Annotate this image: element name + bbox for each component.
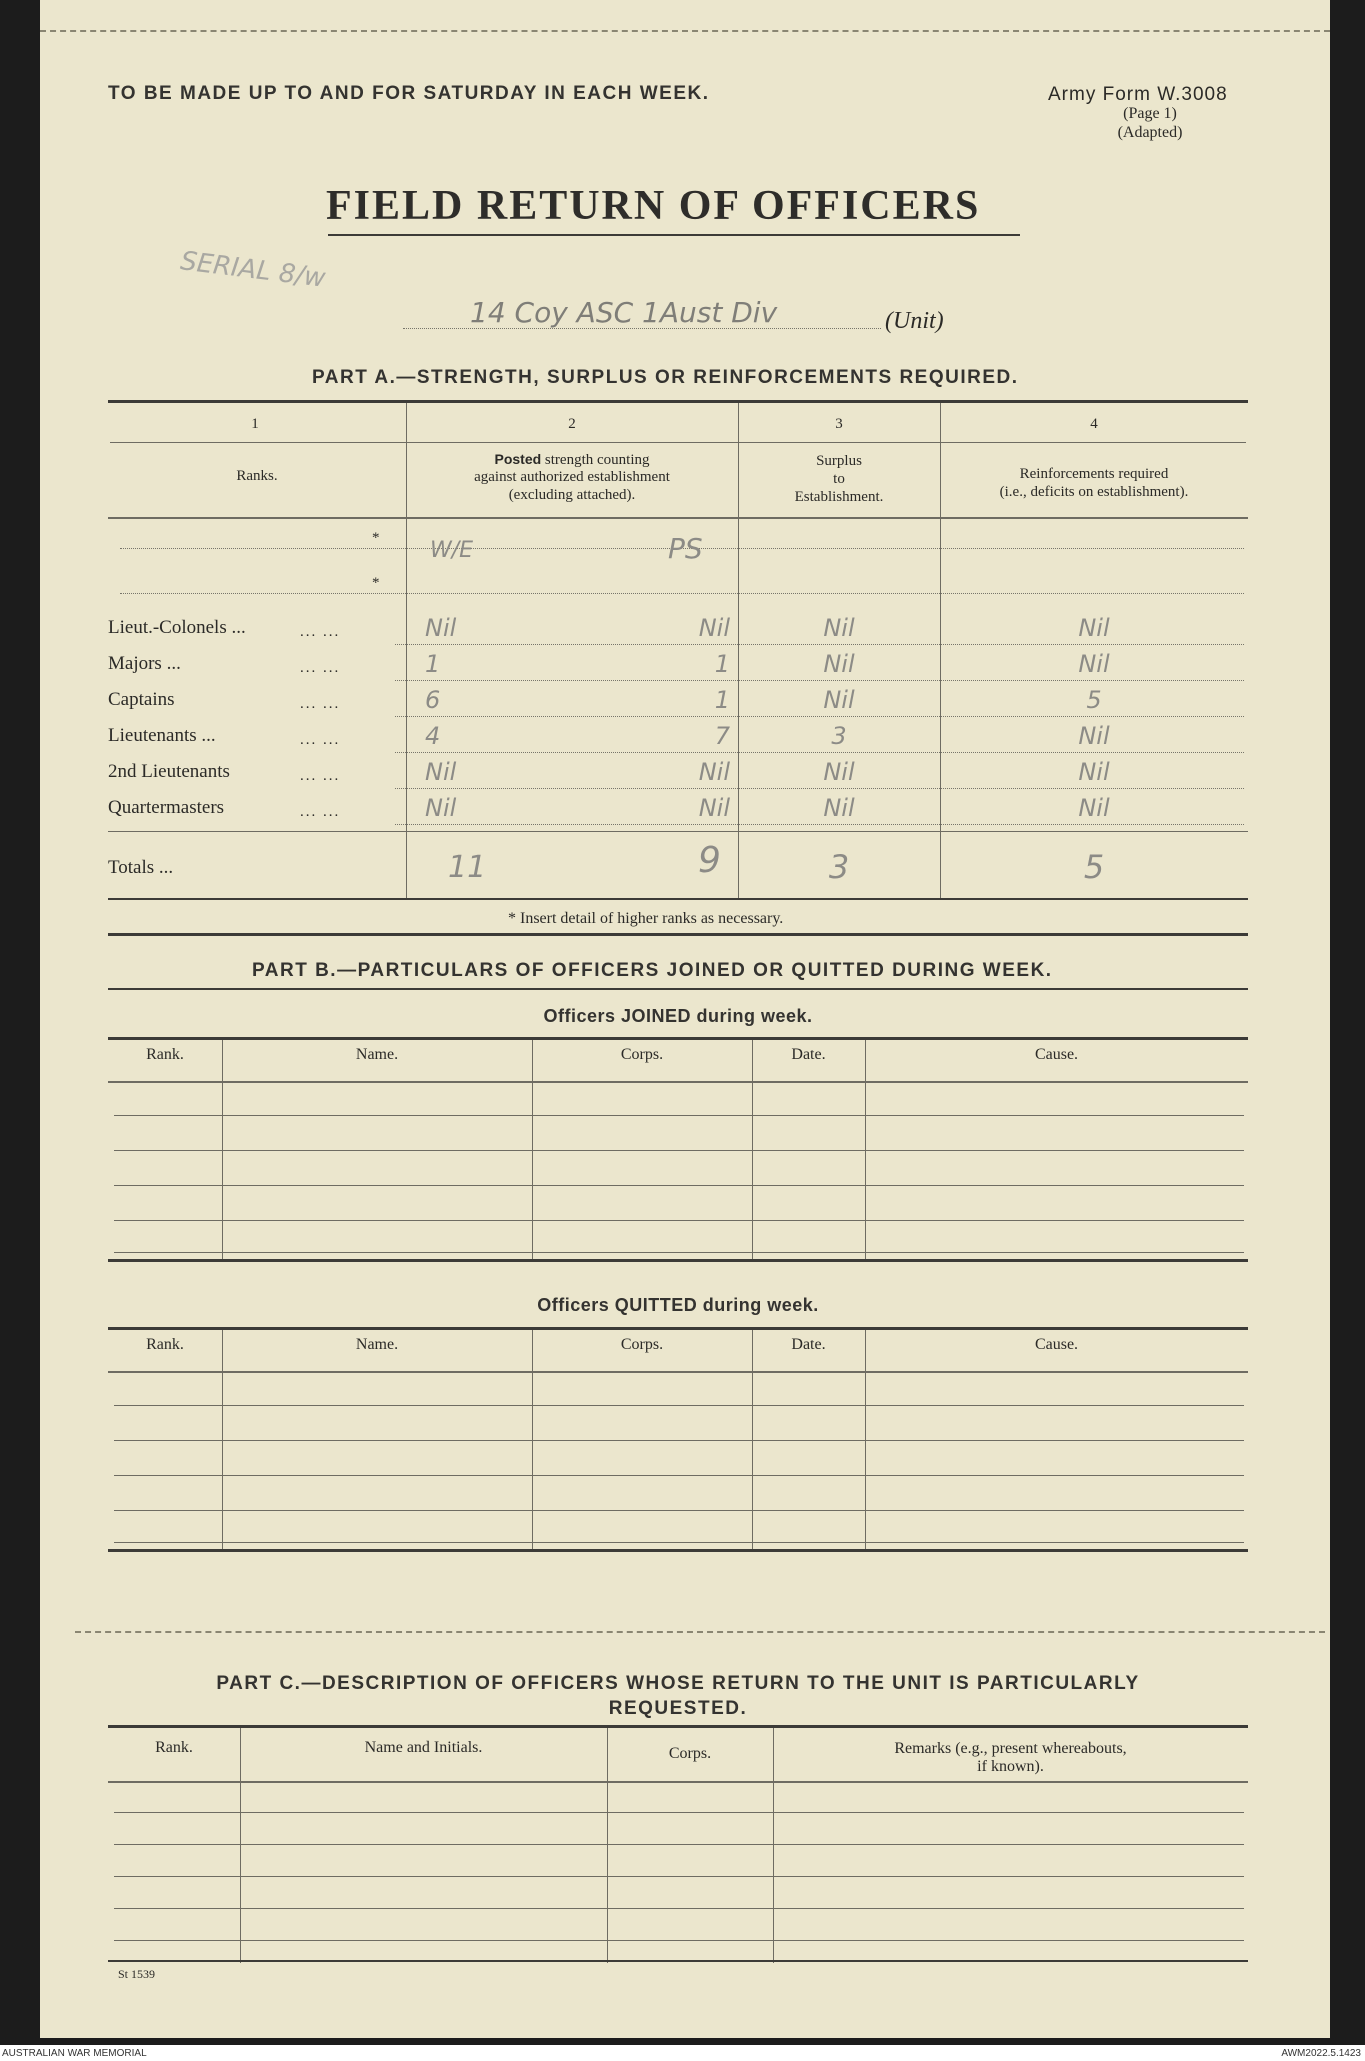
reinforcements-header-line: (i.e., deficits on establishment). [999,484,1189,500]
quitted-column-header: Cause. [1034,1336,1079,1353]
we-value: Nil [425,794,457,822]
reinforcement-value: Nil [1078,794,1110,822]
part-c-col-divider [607,1728,608,1963]
rank-row-rule [395,752,1244,753]
joined-column-header: Cause. [1034,1046,1079,1063]
joined-column-header: Rank. [146,1046,184,1063]
joined-bottom-rule [108,1259,1248,1262]
surplus-value: 3 [831,722,847,750]
reinforcement-value: 5 [1086,686,1102,714]
totals-rule [108,831,1248,832]
totals-bottom-rule [108,898,1248,900]
part-c-row-rule [114,1844,1244,1845]
surplus-header-line: Surplus [816,453,862,469]
form-page-note: (Page 1) [1123,105,1177,122]
part-c-row-rule [114,1908,1244,1909]
unit-handwritten-value: 14 Coy ASC 1Aust Div [470,296,778,329]
surplus-value: Nil [823,794,855,822]
surplus-value: Nil [823,614,855,642]
surplus-header-line: to [833,471,845,487]
unit-label: (Unit) [885,308,944,334]
form-title: FIELD RETURN OF OFFICERS [326,183,981,229]
quitted-column-header: Rank. [146,1336,184,1353]
quitted-row-rule [114,1440,1244,1441]
totals-ps: 9 [698,840,721,881]
ps-value: 1 [714,686,730,714]
totals-label: Totals ... [108,857,174,878]
posted-header-bold: Posted [494,451,542,467]
form-adapted-note: (Adapted) [1117,124,1183,141]
part-c-column-header: Name and Initials. [364,1739,483,1756]
quitted-row-rule [114,1510,1244,1511]
part-a-footnote: * Insert detail of higher ranks as necessary. [508,910,784,927]
part-c-heading-line1: PART C.—DESCRIPTION OF OFFICERS WHOSE RETURN TO THE UNIT IS PARTICULARLY [216,1673,1140,1694]
rank-leader-dots: ... ... [300,768,341,784]
rank-label: Captains [108,689,175,710]
rank-label: Quartermasters [108,797,225,818]
rank-leader-dots: ... ... [300,624,341,640]
rank-row-rule [395,644,1244,645]
we-value: 4 [425,722,441,750]
ps-value: 7 [714,722,730,750]
ps-value: 1 [714,650,730,678]
quitted-top-rule [108,1327,1248,1330]
joined-row-rule [114,1185,1244,1186]
quitted-column-header: Date. [791,1336,826,1353]
we-subheader: W/E [430,538,474,563]
joined-row-rule [114,1115,1244,1116]
remarks-header-line2: if known). [977,1758,1044,1775]
part-a-header-rule [108,517,1248,519]
part-c-header-rule [108,1781,1248,1783]
surplus-value: Nil [823,650,855,678]
rank-label: Majors ... [108,653,181,674]
instruction-text: TO BE MADE UP TO AND FOR SATURDAY IN EACH WEEK. [108,83,710,104]
quitted-header-rule [108,1371,1248,1373]
posted-header-line3: (excluding attached). [508,487,636,503]
totals-surplus: 3 [828,848,850,886]
ps-value: Nil [698,794,730,822]
quitted-row-rule [114,1475,1244,1476]
joined-row-rule [114,1220,1244,1221]
rank-leader-dots: ... ... [300,696,341,712]
ps-value: Nil [698,614,730,642]
we-value: 1 [425,650,441,678]
reinforcement-value: Nil [1078,614,1110,642]
totals-we: 11 [448,850,487,885]
rank-row-rule [395,716,1244,717]
surplus-header-line: Establishment. [794,489,884,505]
title-underline [328,234,1020,236]
part-c-top-rule [108,1725,1248,1728]
surplus-value: Nil [823,758,855,786]
quitted-bottom-rule [108,1549,1248,1552]
rank-row-rule [395,680,1244,681]
print-code: St 1539 [118,1967,156,1981]
asterisk-row-rule [120,593,1244,594]
reinforcement-value: Nil [1078,650,1110,678]
form-number: Army Form W.3008 [1048,84,1228,105]
rank-leader-dots: ... ... [300,804,341,820]
asterisk-marker: * [372,530,380,546]
joined-title: Officers JOINED during week. [543,1006,813,1026]
archive-footer-right: AWM2022.5.1423 [1281,2048,1361,2059]
joined-column-header: Name. [355,1046,399,1063]
part-a-col-number: 2 [568,416,576,432]
middle-perforation [75,1631,1325,1633]
ps-value: Nil [698,758,730,786]
rank-label: Lieutenants ... [108,725,216,746]
reinforcements-header-line: Reinforcements required [1019,466,1169,482]
archive-footer-left: AUSTRALIAN WAR MEMORIAL [2,2048,147,2059]
quitted-title: Officers QUITTED during week. [537,1295,819,1315]
totals-reinforcements: 5 [1083,848,1105,886]
unit-dotted-line [403,328,881,329]
quitted-row-rule [114,1405,1244,1406]
we-value: Nil [425,614,457,642]
part-a-col-number: 1 [251,416,259,432]
posted-header-line1 [406,451,738,469]
top-perforation [40,30,1330,32]
we-value: 6 [425,686,441,714]
part-b-rule [108,988,1248,990]
part-c-col-divider [773,1728,774,1963]
joined-row-rule [114,1150,1244,1151]
serial-note: SERIAL 8/w [178,246,328,294]
quitted-column-header: Name. [355,1336,399,1353]
part-a-bottom-rule [108,933,1248,936]
ranks-header: Ranks. [236,468,278,484]
remarks-header-line1: Remarks (e.g., present whereabouts, [894,1740,1127,1757]
part-c-row-rule [114,1812,1244,1813]
quitted-column-header: Corps. [620,1336,664,1353]
part-c-column-header: Corps. [668,1745,712,1762]
part-c-bottom-rule [108,1960,1248,1962]
posted-header-rest: strength counting [544,452,650,468]
part-a-col-number: 4 [1090,416,1098,432]
part-c-col-divider [240,1728,241,1963]
joined-top-rule [108,1037,1248,1040]
surplus-value: Nil [823,686,855,714]
rank-label: Lieut.-Colonels ... [108,617,246,638]
part-a-heading: PART A.—STRENGTH, SURPLUS OR REINFORCEMENTS REQUIRED. [312,367,1019,388]
rank-leader-dots: ... ... [300,732,341,748]
asterisk-marker: * [372,575,380,591]
part-a-col-number: 3 [835,416,843,432]
part-c-row-rule [114,1940,1244,1941]
rank-leader-dots: ... ... [300,660,341,676]
quitted-row-rule [114,1542,1244,1543]
ps-subheader: PS [668,532,703,565]
rank-row-rule [395,824,1244,825]
reinforcement-value: Nil [1078,722,1110,750]
part-a-top-rule [108,400,1248,403]
rank-label: 2nd Lieutenants [108,761,230,782]
joined-header-rule [108,1081,1248,1083]
we-value: Nil [425,758,457,786]
part-b-heading: PART B.—PARTICULARS OF OFFICERS JOINED OR QUITTED DURING WEEK. [252,960,1053,981]
joined-column-header: Date. [791,1046,826,1063]
joined-row-rule [114,1252,1244,1253]
joined-column-header: Corps. [620,1046,664,1063]
part-c-row-rule [114,1876,1244,1877]
posted-header-line2: against authorized establishment [474,469,670,485]
reinforcement-value: Nil [1078,758,1110,786]
part-a-number-rule [110,442,1246,443]
part-c-column-header: Rank. [155,1739,193,1756]
part-c-heading-line2: REQUESTED. [608,1698,748,1719]
rank-row-rule [395,788,1244,789]
